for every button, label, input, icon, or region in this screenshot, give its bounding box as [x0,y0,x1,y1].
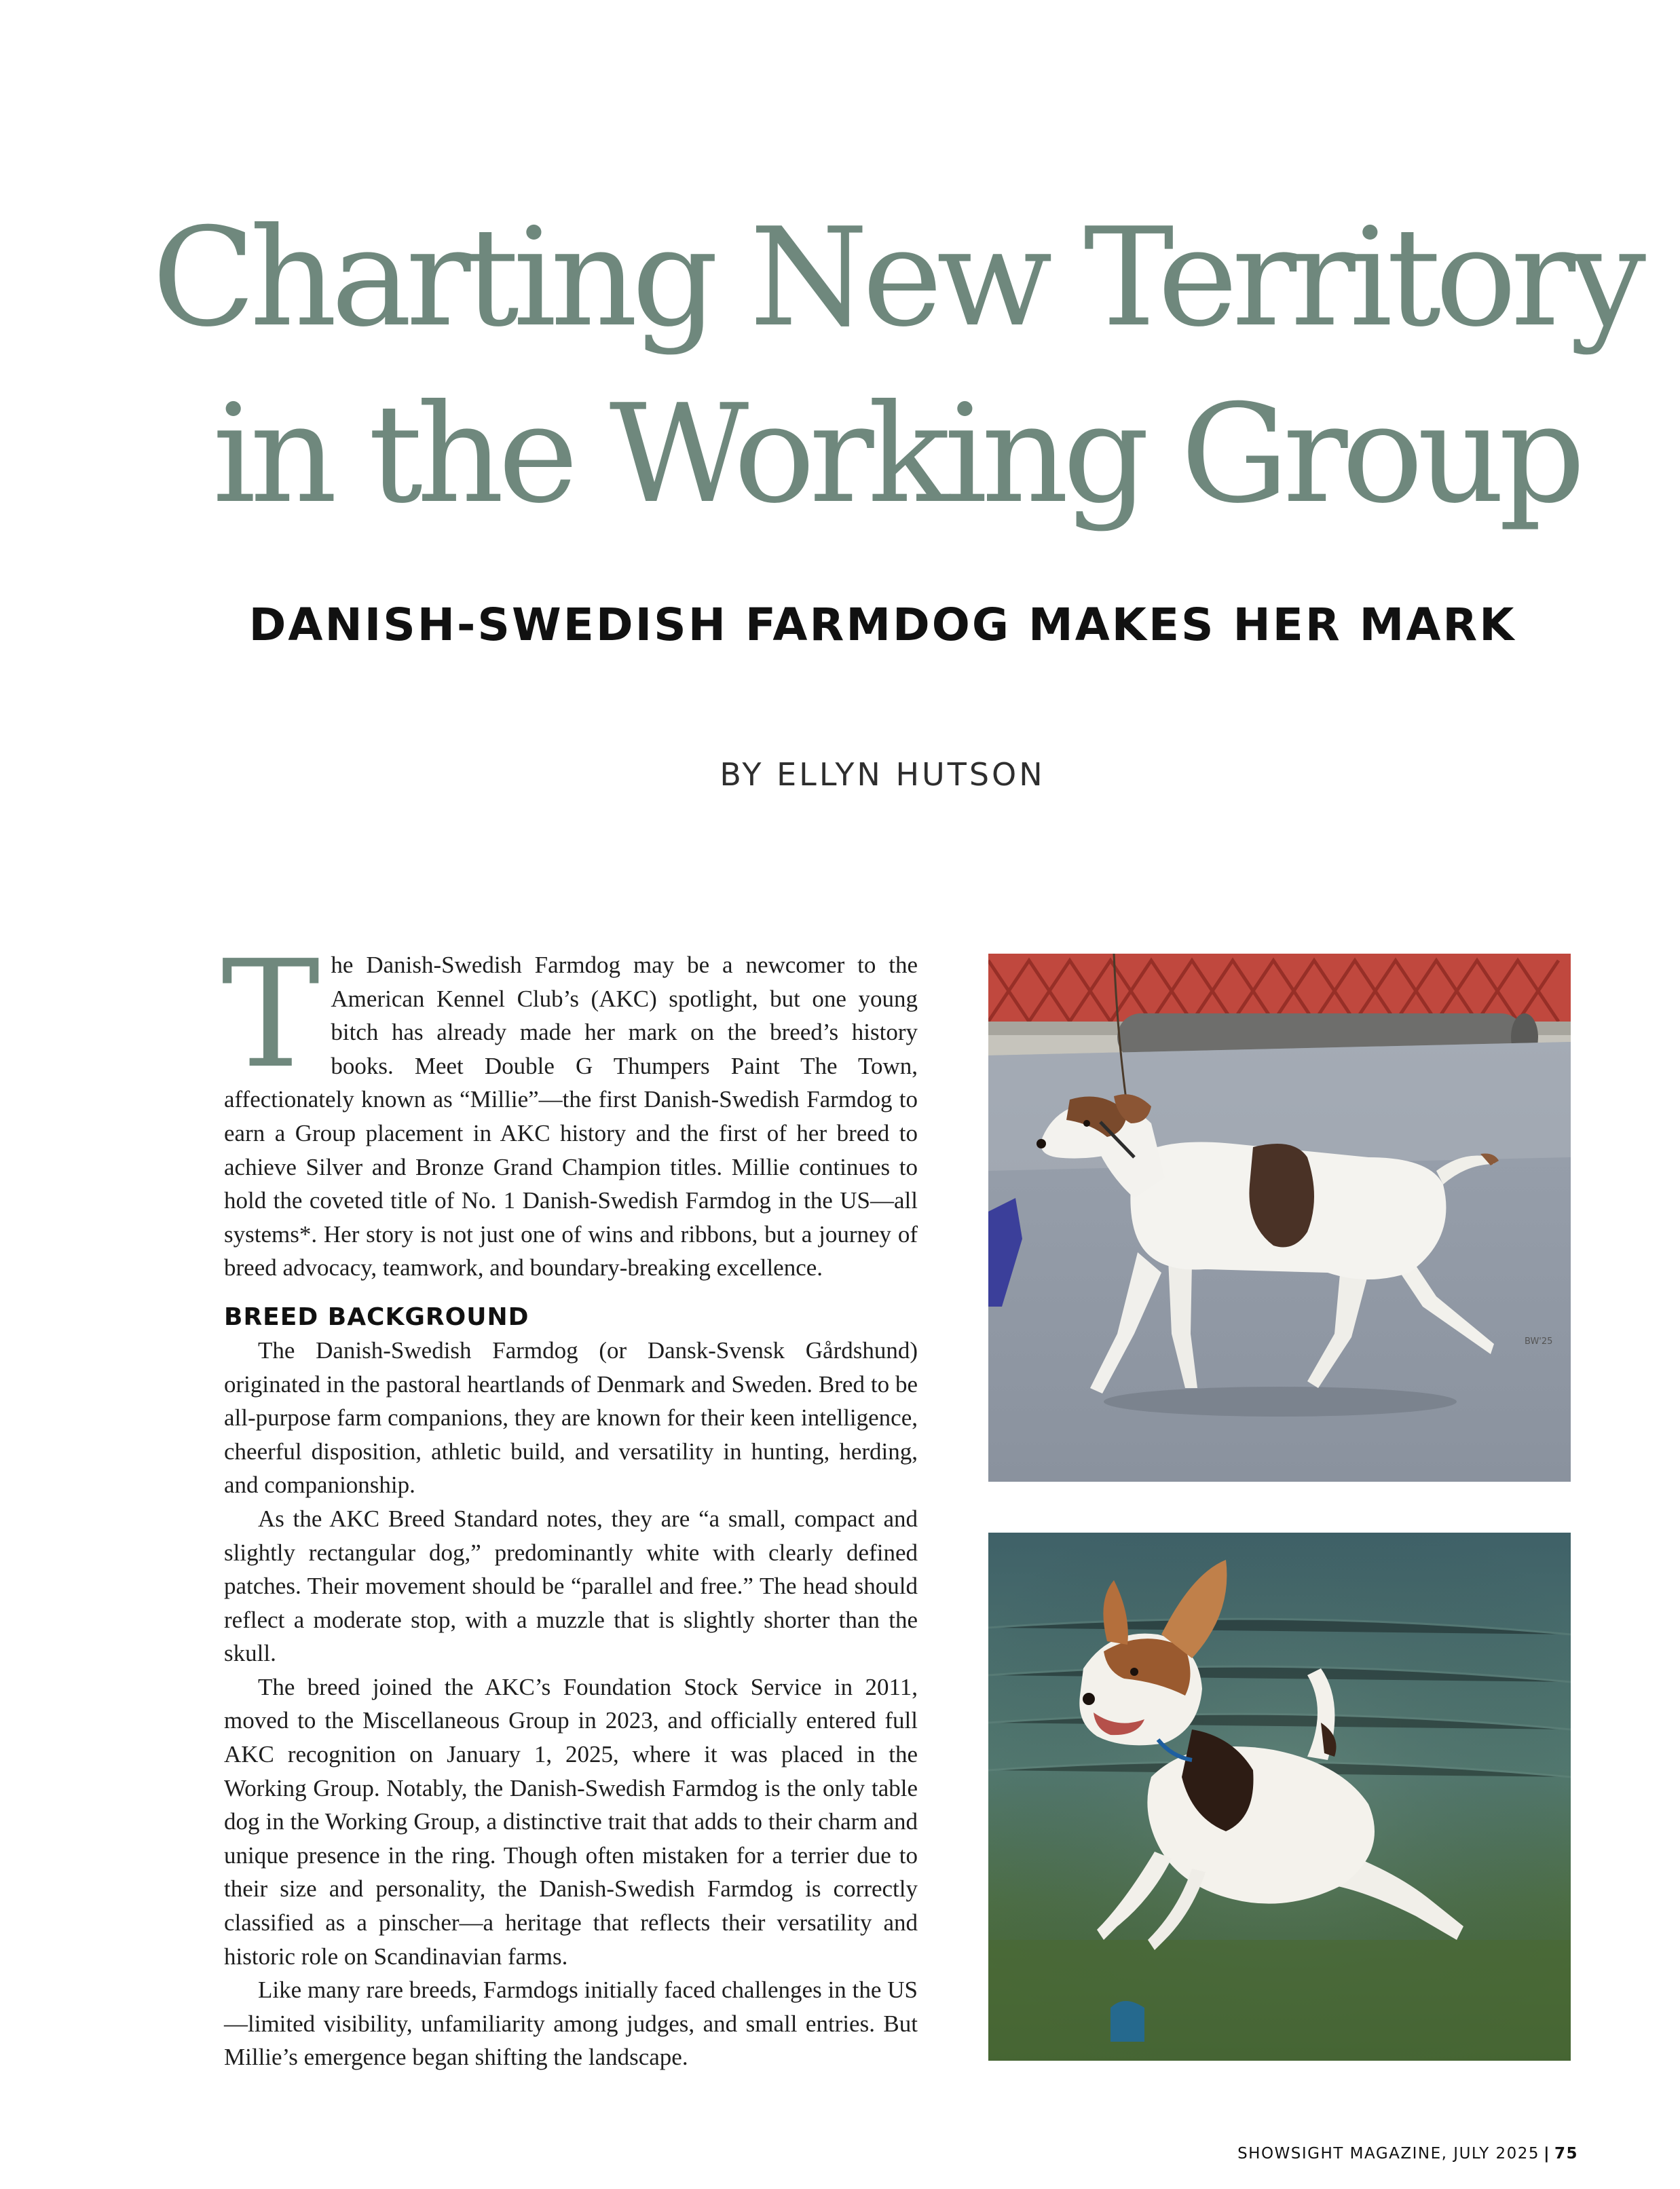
article-body [221,929,918,2074]
photo-dog-gaiting [988,954,1571,1482]
article-title [109,190,1680,543]
photo-watermark: BW'25 [1525,1336,1553,1347]
photo-dog-gaiting-image [988,954,1571,1482]
body-paragraph: As the AKC Breed Standard notes, they are “a small, compact and slightly rectangular dog,” predominantly white with clearly defined patches. Their movement should be “parallel and free.” The head should reflect a moderate stop, with a muzzle that is slightly shorter than the skull. [224,1505,918,1667]
footer-publication: SHOWSIGHT MAGAZINE, JULY 2025 [1237,2145,1540,2163]
article-byline: BY ELLYN HUTSON [720,756,1045,793]
body-paragraph: The Danish-Swedish Farmdog (or Dansk-Svensk Gårdshund) originated in the pastoral heartlands of Denmark and Sweden. Bred to be all-purpose farm companions, they are known for their keen intelligence, cheerful disposition, athletic build, and versatility in hunting, herding, and companionship. [224,1336,918,1499]
intro-paragraph [221,929,918,1285]
intro-text: he Danish-Swedish Farmdog may be a newcomer to the American Kennel Club’s (AKC) spotlight, but one young bitch has already made her mark on the breed’s history books. Meet Double G Thumpers Paint The Town, affectionately known as “Millie”—the first Danish-Swedish Farmdog to earn a Group placement in AKC history and the first of her breed to achieve Silver and Bronze Grand Champion titles. Millie continues to hold the coveted title of No. 1 Danish-Swedish Farmdog in the US—all systems*. Her story is not just one of wins and ribbons, but a journey of breed advocacy, teamwork, and boundary-breaking excellence. [224,952,918,1281]
body-paragraph: Like many rare breeds, Farmdogs initially faced challenges in the US—limited visibility, unfamiliarity among judges, and small entries. But Millie’s emergence began shifting the landscape. [224,1977,918,2071]
article-subtitle: DANISH-SWEDISH FARMDOG MAKES HER MARK [248,599,1516,651]
photo-dog-running-image [988,1533,1571,2061]
photo-dog-running [988,1533,1571,2061]
footer-separator: | [1544,2145,1550,2163]
page-number: 75 [1554,2145,1578,2163]
section-heading: BREED BACKGROUND [224,1303,529,1331]
article-title-line-2: in the Working Group [212,375,1580,534]
drop-cap: T [221,929,320,1101]
body-paragraph: The breed joined the AKC’s Foundation Stock Service in 2011, moved to the Miscellaneous Group in 2023, and officially entered full AKC recognition on January 1, 2025, where it was placed in the Working Group. Notably, the Danish-Swedish Farmdog is the only table dog in the Working Group, a distinctive trait that adds to their charm and unique presence in the ring. Though often mistaken for a terrier due to their size and personality, the Danish-Swedish Farmdog is correctly classified as a pinscher—a heritage that reflects their versatility and historic role on Scandinavian farms. [224,1673,918,1970]
article-title-line-1: Charting New Territory [151,199,1641,357]
page-footer [1237,2145,1578,2163]
